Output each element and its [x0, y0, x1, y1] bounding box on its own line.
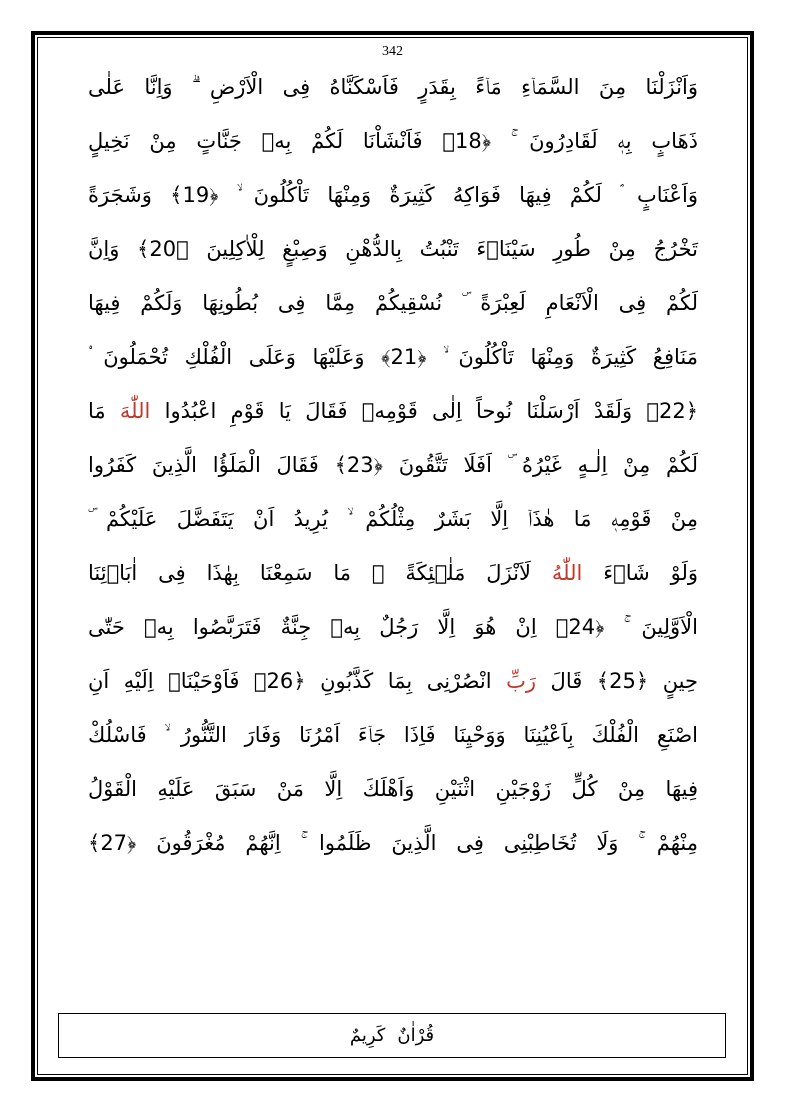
divine-name-highlight: رَبِّ [506, 669, 537, 693]
line-segment: فِيهَا مِنْ كُلٍّ زَوْجَيْنِ اثْنَيْنِ وَاَهْلَكَ اِلَّا مَنْ سَبَقَ عَلَيْهِ الْقَوْلُ [88, 777, 698, 801]
line-segment: تَخْرُجُ مِنْ طُورِ سَيْنَاۤءَ تَنْبُتُ بِالدُّهْنِ وَصِبْغٍ لِلْاٰكِلِينَ ﴿20﴾ وَاِنَّ [88, 237, 698, 261]
line-segment: وَاَنْزَلْنَا مِنَ السَّمَاۤءِ مَاۤءً بِقَدَرٍ فَاَسْكَنَّاهُ فِى الْاَرْضِ ۗ وَاِنَّا عَلٰى [88, 75, 698, 99]
line-segment: الْاَوَّلِينَ ۚ ﴿24﴾ اِنْ هُوَ اِلَّا رَجُلٌ بِهٖ جِنَّةٌ فَتَرَبَّصُوا بِهٖ حَتّٰى [88, 615, 698, 639]
line-segment: لَاَنْزَلَ مَلٰۤئِكَةً ۚ مَا سَمِعْنَا بِهٰذَا فِى اٰبَاۤئِنَا [88, 561, 552, 585]
line-segment: حِينٍ ﴿25﴾ قَالَ [536, 669, 698, 693]
footer-word-quran: قُرْاٰنٌ [397, 1025, 435, 1046]
text-line [88, 168, 698, 222]
verse-text-block [88, 60, 698, 870]
line-segment: انْصُرْنِى بِمَا كَذَّبُونِ ﴿26﴾ فَاَوْحَيْنَاۤ اِلَيْهِ اَنِ [88, 669, 507, 693]
line-segment: لَكُمْ فِى الْاَنْعَامِ لَعِبْرَةً ۜ نُسْقِيكُمْ مِمَّا فِى بُطُونِهَا وَلَكُمْ فِيهَا [88, 291, 698, 315]
divine-name-highlight: اللّٰهَ [119, 399, 151, 423]
text-line [88, 762, 698, 816]
line-segment: مِنْ قَوْمِهٖ مَا هٰذَاۤ اِلَّا بَشَرٌ مِثْلُكُمْ ۙ يُرِيدُ اَنْ يَتَفَضَّلَ عَلَيْكُمْ ۜ [88, 507, 698, 531]
line-segment: مِنْهُمْ ۚ وَلَا تُخَاطِبْنِى فِى الَّذِينَ ظَلَمُوا ۚ اِنَّهُمْ مُغْرَقُونَ ﴿27﴾ [88, 831, 698, 855]
line-segment: وَلَوْ شَاۤءَ [582, 561, 698, 585]
text-line [88, 816, 698, 870]
text-line [88, 546, 698, 600]
line-segment: ﴿22﴾ وَلَقَدْ اَرْسَلْنَا نُوحاً اِلٰى قَوْمِهٖ فَقَالَ يَا قَوْمِ اعْبُدُوا [150, 399, 698, 423]
line-segment: مَنَافِعُ كَثِيرَةٌ وَمِنْهَا تَاْكُلُونَ ۙ ﴿21﴾ وَعَلَيْهَا وَعَلَى الْفُلْكِ تُحْمَلُونَ ۟ [88, 345, 698, 369]
text-line [88, 114, 698, 168]
text-line [88, 708, 698, 762]
text-line [88, 330, 698, 384]
text-line [88, 276, 698, 330]
text-line [88, 654, 698, 708]
text-line [88, 438, 698, 492]
line-segment: لَكُمْ مِنْ اِلٰـهٍ غَيْرُهُ ۜ اَفَلَا تَتَّقُونَ ﴿23﴾ فَقَالَ الْمَلَؤُا الَّذِينَ كَفَرُوا [88, 453, 698, 477]
text-line [88, 222, 698, 276]
footer-word-karim: كَرِيمٌ [349, 1025, 386, 1046]
text-line [88, 492, 698, 546]
divine-name-highlight: اللّٰهُ [551, 561, 583, 585]
line-segment: ذَهَابٍ بِهٖ لَقَادِرُونَ ۚ ﴿18﴾ فَاَنْشَاْنَا لَكُمْ بِهٖ جَنَّاتٍ مِنْ نَخِيلٍ [88, 129, 698, 153]
line-segment: مَا [88, 399, 120, 423]
text-line [88, 384, 698, 438]
footer-box [58, 1013, 726, 1058]
text-line [88, 60, 698, 114]
text-line [88, 600, 698, 654]
line-segment: اصْنَعِ الْفُلْكَ بِاَعْيُنِنَا وَوَحْيِنَا فَاِذَا جَاۤءَ اَمْرُنَا وَفَارَ التَّنُّورُ ۙ فَاسْلُكْ [88, 723, 698, 747]
page-number: 342 [382, 44, 403, 59]
line-segment: وَاَعْنَابٍ ۘ لَكُمْ فِيهَا فَوَاكِهُ كَثِيرَةٌ وَمِنْهَا تَاْكُلُونَ ۙ ﴿19﴾ وَشَجَرَةً [88, 183, 698, 207]
